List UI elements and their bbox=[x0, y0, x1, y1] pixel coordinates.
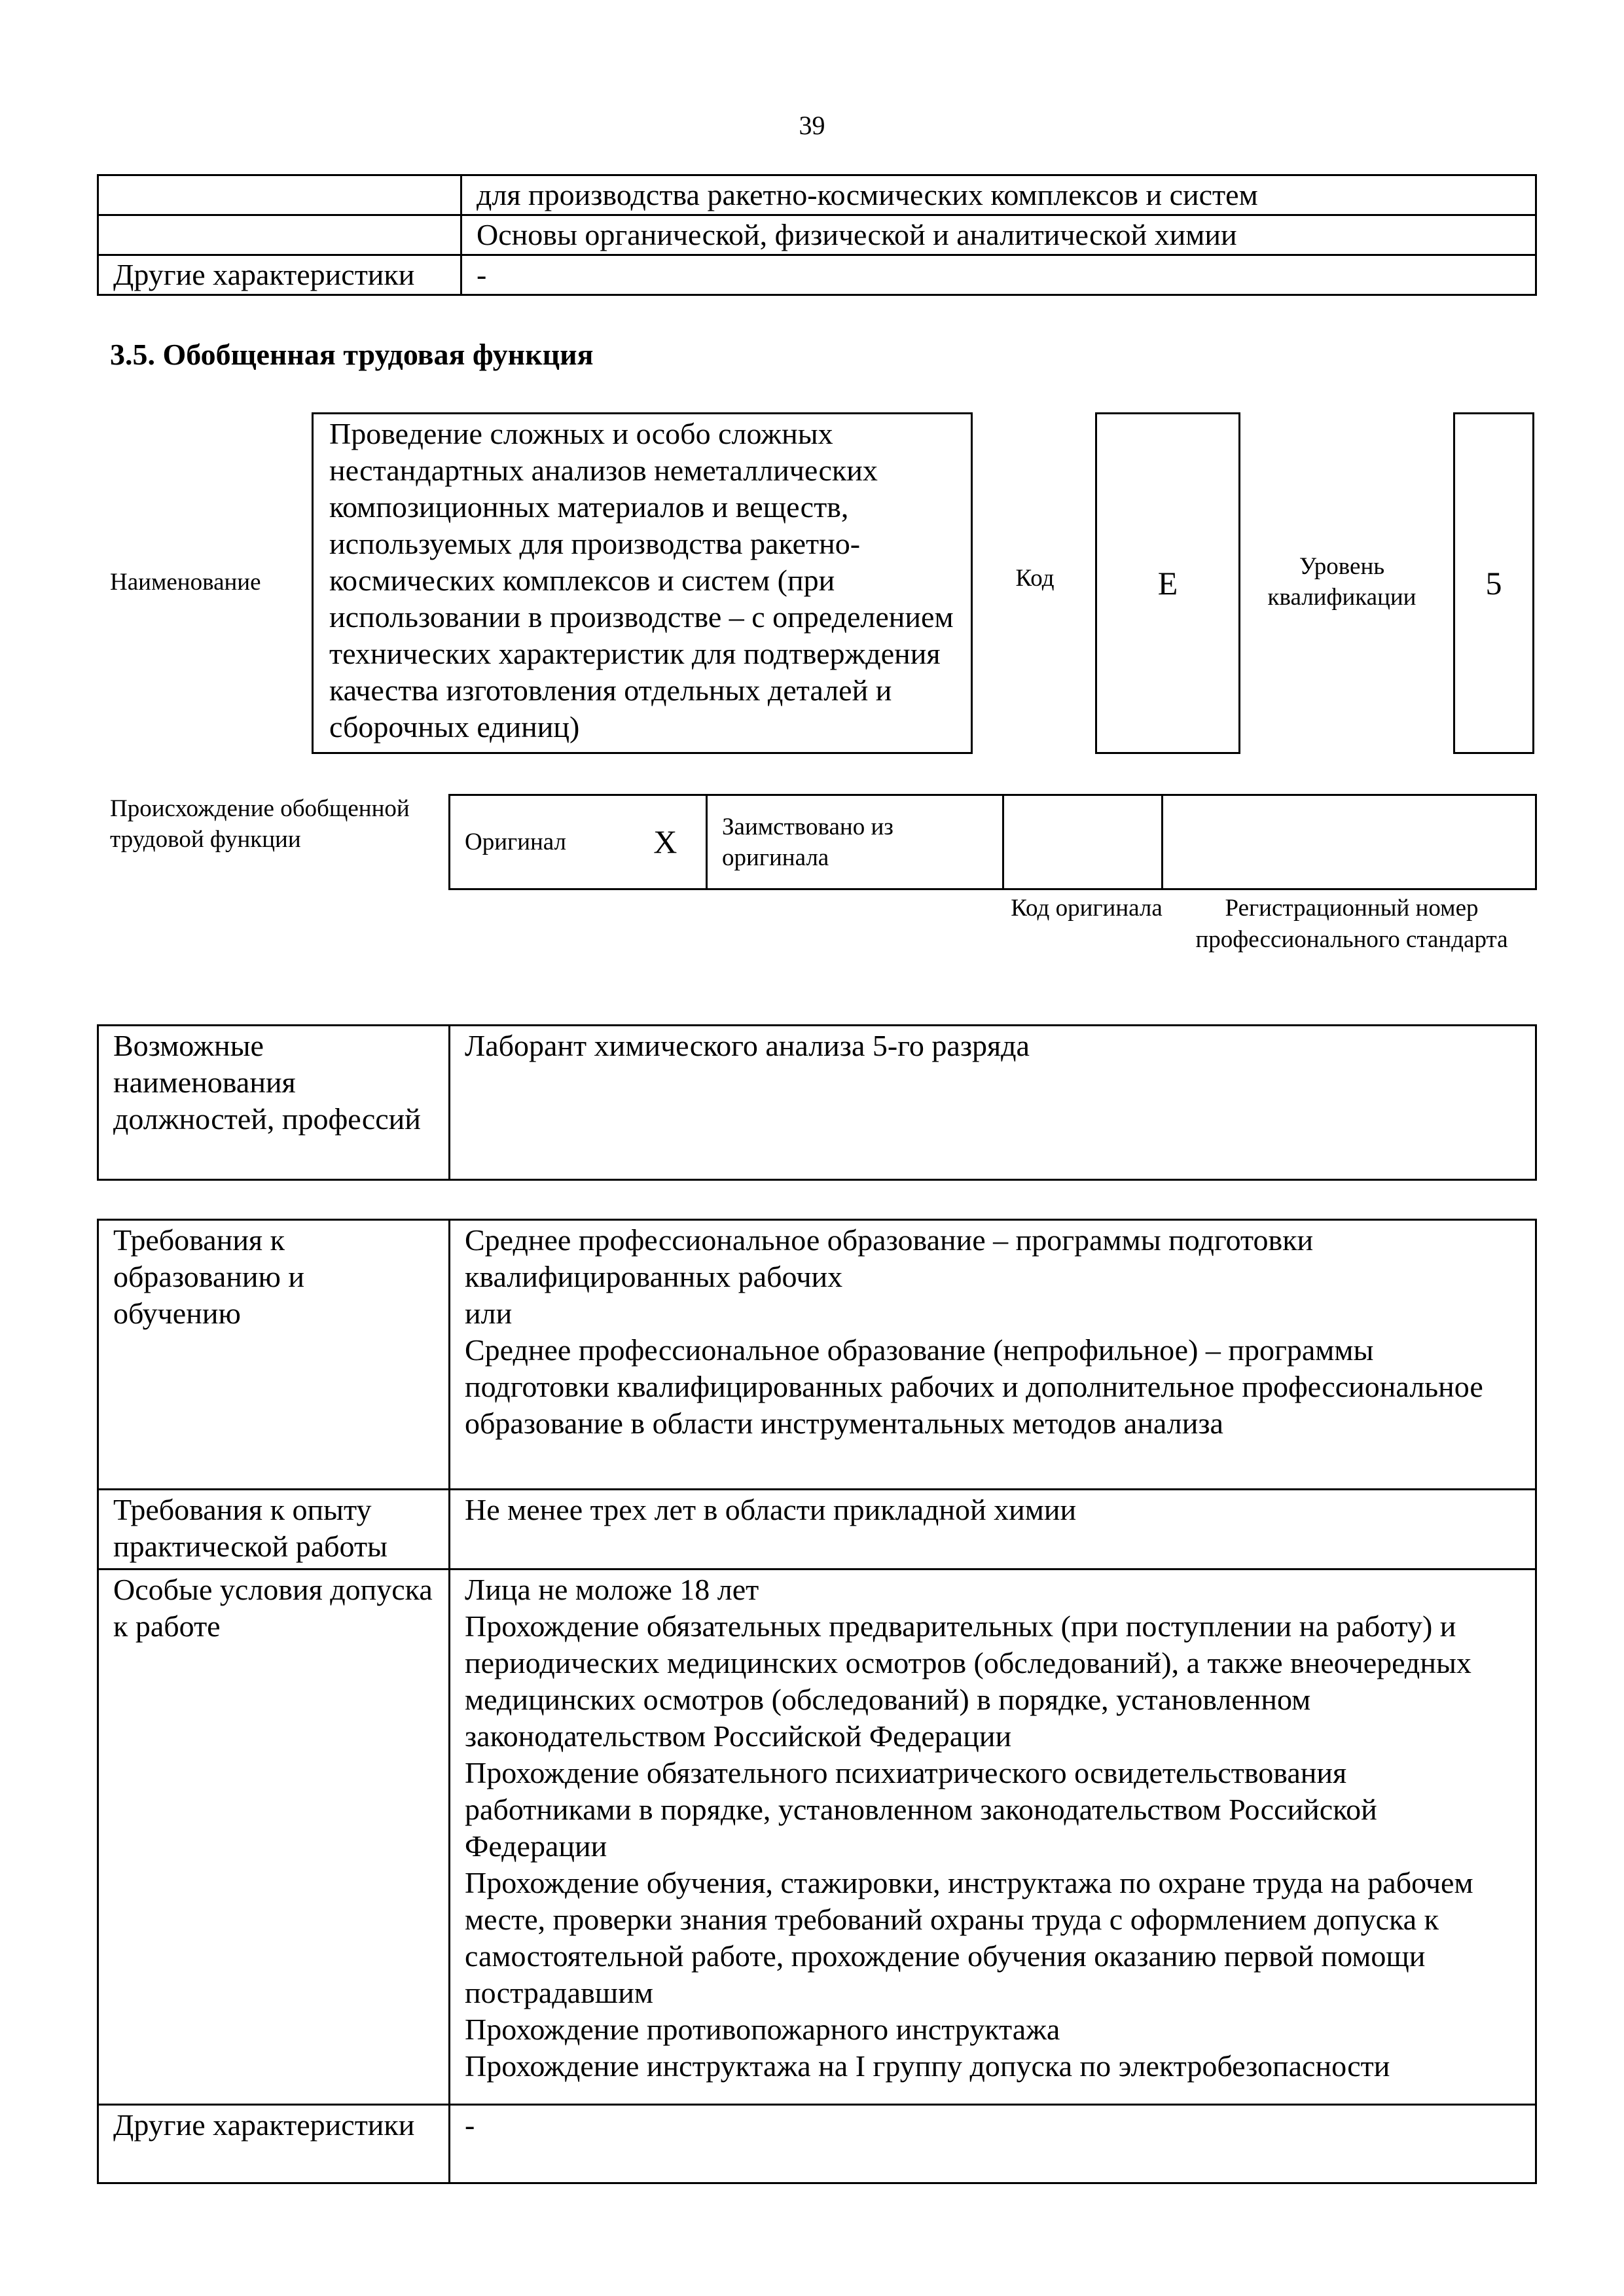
table-row bbox=[98, 175, 1536, 215]
positions-value: Лаборант химического анализа 5-го разряда bbox=[450, 1026, 1536, 1180]
requirement-label: Требования к образованию и обучению bbox=[98, 1220, 450, 1490]
requirement-line: Прохождение обучения, стажировки, инструктажа по охране труда на рабочем месте, проверки знания требований охраны труда с оформлением допуска к самостоятельной работе, прохождение обучения оказанию первой помощи пострадавшим bbox=[465, 1866, 1473, 2009]
requirements-table bbox=[97, 1219, 1537, 2184]
table-cell: Другие характеристики bbox=[98, 255, 461, 295]
code-box bbox=[1095, 412, 1240, 754]
table-cell: - bbox=[461, 255, 1536, 295]
table-row bbox=[450, 795, 1536, 889]
requirement-line: - bbox=[465, 2108, 475, 2142]
level-label: Уровень квалификации bbox=[1267, 553, 1416, 611]
origin-label: Происхождение обобщенной трудовой функции bbox=[110, 795, 410, 853]
original-code-cell bbox=[1003, 795, 1163, 889]
requirement-line: Прохождение обязательного психиатрического освидетельствования работниками в порядке, установленном законодательством Российской Федерации bbox=[465, 1756, 1377, 1863]
code-caption: Код оригинала bbox=[1011, 895, 1163, 922]
requirement-value bbox=[450, 1220, 1536, 1490]
table-row bbox=[98, 1026, 1536, 1180]
requirement-value bbox=[450, 1490, 1536, 1570]
table-cell: Основы органической, физической и аналитической химии bbox=[461, 215, 1536, 255]
name-label: Наименование bbox=[110, 569, 261, 596]
table-row bbox=[98, 2105, 1536, 2183]
table-cell bbox=[98, 175, 461, 215]
table-row bbox=[98, 255, 1536, 295]
registration-caption: Регистрационный номер профессионального стандарта bbox=[1195, 895, 1508, 953]
requirement-label: Требования к опыту практической работы bbox=[98, 1490, 450, 1570]
requirement-label: Другие характеристики bbox=[98, 2105, 450, 2183]
requirement-line: Среднее профессиональное образование – программы подготовки квалифицированных рабочих bbox=[465, 1223, 1314, 1293]
table-row bbox=[98, 215, 1536, 255]
requirement-line: Среднее профессиональное образование (непрофильное) – программы подготовки квалифицированных рабочих и дополнительное профессиональное образование в области инструментальных методов анализа bbox=[465, 1333, 1483, 1440]
borrowed-label: Заимствовано из оригинала bbox=[707, 795, 1003, 889]
function-name-box: Проведение сложных и особо сложных нестандартных анализов неметаллических композиционных материалов и веществ, используемых для производства ракетно-космических комплексов и систем (при использовании в производстве – с определением технических характеристик для подтверждения качества изготовления отдельных деталей и сборочных единиц) bbox=[312, 412, 973, 754]
code-label: Код bbox=[1015, 565, 1055, 592]
table-row bbox=[98, 1220, 1536, 1490]
original-mark: X bbox=[625, 795, 707, 889]
table-row bbox=[98, 1490, 1536, 1570]
registration-number-cell bbox=[1163, 795, 1536, 889]
requirement-line: или bbox=[465, 1297, 513, 1330]
page-number: 39 bbox=[799, 111, 825, 140]
requirement-line: Прохождение противопожарного инструктажа bbox=[465, 2013, 1060, 2046]
requirement-line: Не менее трех лет в области прикладной химии bbox=[465, 1493, 1077, 1526]
code-value: E bbox=[1157, 565, 1178, 601]
table-cell bbox=[98, 215, 461, 255]
level-box bbox=[1453, 412, 1534, 754]
requirement-line: Прохождение инструктажа на I группу допуска по электробезопасности bbox=[465, 2049, 1390, 2083]
requirement-value bbox=[450, 2105, 1536, 2183]
requirement-label: Особые условия допуска к работе bbox=[98, 1570, 450, 2105]
requirement-line: Лица не моложе 18 лет bbox=[465, 1573, 759, 1606]
requirement-line: Прохождение обязательных предварительных (при поступлении на работу) и периодических медицинских осмотров (обследований), а также внеочередных медицинских осмотров (обследований) в порядке, установленном законодательством Российской Федерации bbox=[465, 1609, 1471, 1753]
requirement-value bbox=[450, 1570, 1536, 2105]
table-cell: для производства ракетно-космических комплексов и систем bbox=[461, 175, 1536, 215]
table-row bbox=[98, 1570, 1536, 2105]
origin-table bbox=[448, 794, 1537, 890]
positions-label: Возможные наименования должностей, профессий bbox=[98, 1026, 450, 1180]
positions-table bbox=[97, 1024, 1537, 1181]
top-table bbox=[97, 174, 1537, 296]
level-value: 5 bbox=[1485, 565, 1502, 601]
original-label: Оригинал bbox=[450, 795, 625, 889]
section-title: 3.5. Обобщенная трудовая функция bbox=[110, 338, 594, 371]
